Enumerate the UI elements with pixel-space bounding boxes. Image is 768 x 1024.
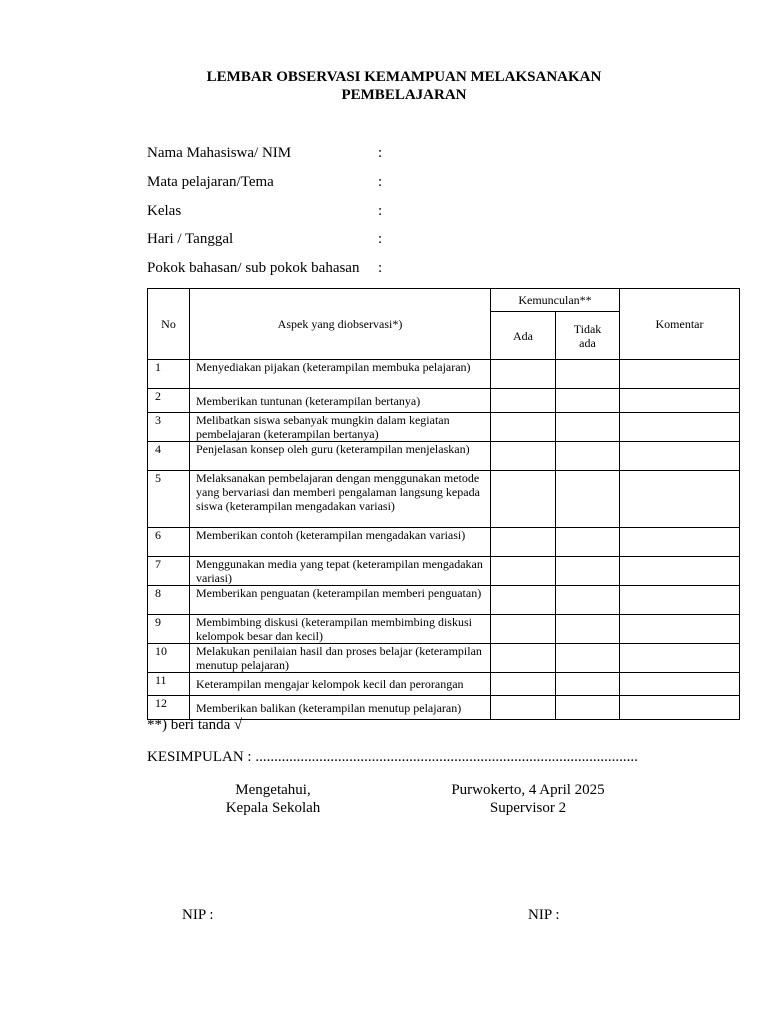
cell-komentar[interactable] xyxy=(620,557,740,586)
signature-left-line1: Mengetahui, xyxy=(235,782,311,798)
title-line-1: LEMBAR OBSERVASI KEMAMPUAN MELAKSANAKAN xyxy=(206,69,602,85)
cell-komentar[interactable] xyxy=(620,696,740,720)
cell-komentar[interactable] xyxy=(620,615,740,644)
field-label: Nama Mahasiswa/ NIM xyxy=(147,145,292,161)
cell-komentar[interactable] xyxy=(620,644,740,673)
table-row xyxy=(148,644,740,673)
signature-right-line2: Supervisor 2 xyxy=(489,800,567,816)
cell-komentar[interactable] xyxy=(620,389,740,413)
field-label: Hari / Tanggal xyxy=(147,231,234,247)
check-note: **) beri tanda √ xyxy=(147,717,243,733)
observation-table xyxy=(147,288,740,720)
row-aspek: Memberikan balikan (keterampilan menutup pelajaran) xyxy=(190,696,491,720)
row-no: 12 xyxy=(148,696,190,720)
header-komentar: Komentar xyxy=(620,289,740,360)
cell-ada[interactable] xyxy=(491,557,556,586)
nip-left: NIP : xyxy=(182,907,214,923)
header-no: No xyxy=(148,289,190,360)
field-colon: : xyxy=(378,231,383,247)
table-row xyxy=(148,389,740,413)
cell-tidak-ada[interactable] xyxy=(556,644,620,673)
field-colon: : xyxy=(378,260,383,276)
cell-komentar[interactable] xyxy=(620,442,740,471)
row-aspek: Membimbing diskusi (keterampilan membimbing diskusi kelompok besar dan kecil) xyxy=(190,615,491,644)
nip-right: NIP : xyxy=(528,907,560,923)
cell-tidak-ada[interactable] xyxy=(556,360,620,389)
cell-komentar[interactable] xyxy=(620,413,740,442)
cell-ada[interactable] xyxy=(491,696,556,720)
field-label: Mata pelajaran/Tema xyxy=(147,174,274,190)
cell-komentar[interactable] xyxy=(620,586,740,615)
row-aspek: Memberikan contoh (keterampilan mengadakan variasi) xyxy=(190,528,491,557)
table-row xyxy=(148,360,740,389)
row-aspek: Keterampilan mengajar kelompok kecil dan perorangan xyxy=(190,673,491,696)
cell-tidak-ada[interactable] xyxy=(556,696,620,720)
field-pokok-bahasan xyxy=(147,259,383,277)
field-kelas xyxy=(147,202,383,220)
header-tidak-ada-label: Tidak ada xyxy=(573,321,602,350)
cell-ada[interactable] xyxy=(491,389,556,413)
row-aspek: Penjelasan konsep oleh guru (keterampilan menjelaskan) xyxy=(190,442,491,471)
cell-ada[interactable] xyxy=(491,644,556,673)
document-title xyxy=(0,68,768,104)
cell-ada[interactable] xyxy=(491,360,556,389)
table-row xyxy=(148,696,740,720)
row-no: 9 xyxy=(148,615,190,644)
row-no: 1 xyxy=(148,360,190,389)
cell-komentar[interactable] xyxy=(620,528,740,557)
field-label: Kelas xyxy=(147,203,182,219)
cell-tidak-ada[interactable] xyxy=(556,586,620,615)
cell-ada[interactable] xyxy=(491,615,556,644)
table-row xyxy=(148,471,740,528)
row-no: 3 xyxy=(148,413,190,442)
cell-ada[interactable] xyxy=(491,586,556,615)
header-ada: Ada xyxy=(491,312,556,360)
header-kemunculan: Kemunculan** xyxy=(491,289,620,312)
table-row xyxy=(148,528,740,557)
header-tidak-ada xyxy=(556,312,620,360)
signature-left-line2: Kepala Sekolah xyxy=(225,800,321,816)
cell-tidak-ada[interactable] xyxy=(556,557,620,586)
cell-tidak-ada[interactable] xyxy=(556,413,620,442)
field-colon: : xyxy=(378,145,383,161)
field-hari-tanggal xyxy=(147,230,383,248)
kesimpulan-line: KESIMPULAN : ...................................................................................................... xyxy=(147,749,638,765)
row-no: 8 xyxy=(148,586,190,615)
cell-tidak-ada[interactable] xyxy=(556,528,620,557)
row-no: 2 xyxy=(148,389,190,413)
row-no: 6 xyxy=(148,528,190,557)
field-nama-nim xyxy=(147,144,383,162)
table-row xyxy=(148,615,740,644)
signature-left xyxy=(192,781,354,817)
cell-ada[interactable] xyxy=(491,413,556,442)
field-label: Pokok bahasan/ sub pokok bahasan xyxy=(147,260,360,276)
table-row xyxy=(148,586,740,615)
cell-ada[interactable] xyxy=(491,528,556,557)
table-row xyxy=(148,413,740,442)
signature-right xyxy=(428,781,628,817)
cell-tidak-ada[interactable] xyxy=(556,615,620,644)
row-no: 11 xyxy=(148,673,190,696)
table-row xyxy=(148,557,740,586)
row-no: 5 xyxy=(148,471,190,528)
cell-ada[interactable] xyxy=(491,442,556,471)
row-aspek: Menyediakan pijakan (keterampilan membuka pelajaran) xyxy=(190,360,491,389)
row-aspek: Memberikan penguatan (keterampilan memberi penguatan) xyxy=(190,586,491,615)
row-no: 4 xyxy=(148,442,190,471)
cell-komentar[interactable] xyxy=(620,471,740,528)
row-aspek: Memberikan tuntunan (keterampilan bertanya) xyxy=(190,389,491,413)
cell-tidak-ada[interactable] xyxy=(556,673,620,696)
row-aspek: Melaksanakan pembelajaran dengan menggunakan metode yang bervariasi dan memberi pengalaman langsung kepada siswa (keterampilan mengadakan variasi) xyxy=(190,471,491,528)
row-no: 10 xyxy=(148,644,190,673)
row-aspek: Menggunakan media yang tepat (keterampilan mengadakan variasi) xyxy=(190,557,491,586)
row-aspek: Melakukan penilaian hasil dan proses belajar (keterampilan menutup pelajaran) xyxy=(190,644,491,673)
signature-right-line1: Purwokerto, 4 April 2025 xyxy=(451,782,605,798)
field-colon: : xyxy=(378,203,383,219)
cell-ada[interactable] xyxy=(491,471,556,528)
row-no: 7 xyxy=(148,557,190,586)
cell-tidak-ada[interactable] xyxy=(556,442,620,471)
table-row xyxy=(148,673,740,696)
title-line-2: PEMBELAJARAN xyxy=(341,87,467,103)
field-mata-pelajaran xyxy=(147,173,383,191)
cell-komentar[interactable] xyxy=(620,673,740,696)
cell-tidak-ada[interactable] xyxy=(556,389,620,413)
row-aspek: Melibatkan siswa sebanyak mungkin dalam kegiatan pembelajaran (keterampilan bertanya) xyxy=(190,413,491,442)
table-row xyxy=(148,442,740,471)
field-colon: : xyxy=(378,174,383,190)
cell-ada[interactable] xyxy=(491,673,556,696)
header-aspek: Aspek yang diobservasi*) xyxy=(190,289,491,360)
cell-tidak-ada[interactable] xyxy=(556,471,620,528)
cell-komentar[interactable] xyxy=(620,360,740,389)
